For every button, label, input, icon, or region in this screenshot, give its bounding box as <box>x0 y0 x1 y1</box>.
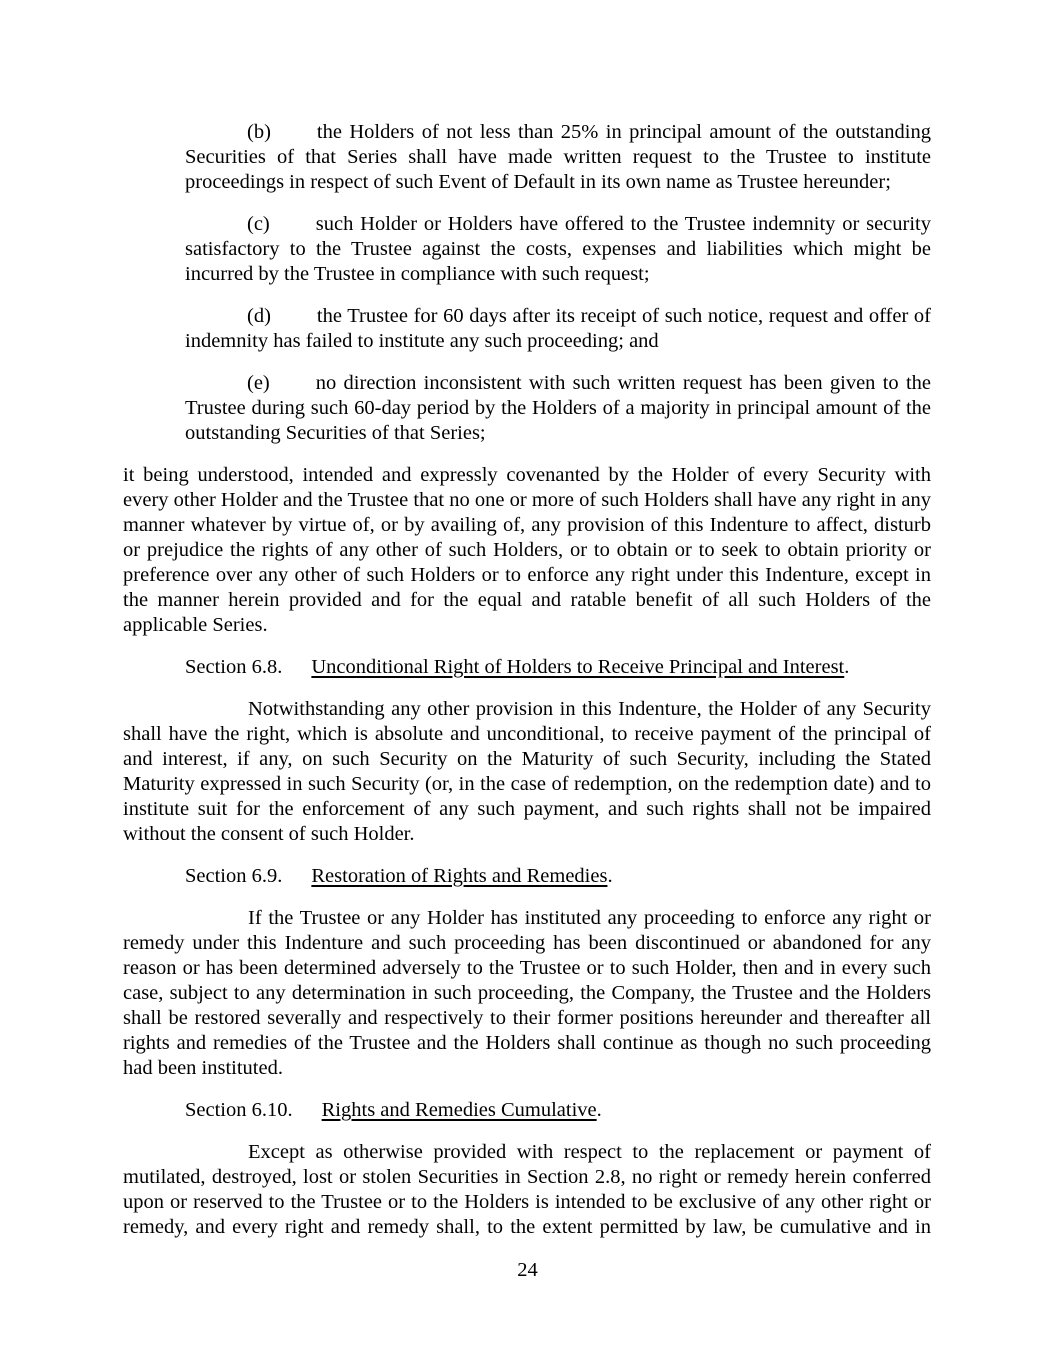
section-title-period: . <box>596 1099 602 1121</box>
section-title-6-9: Restoration of Rights and Remedies <box>311 865 608 887</box>
section-label-6-10: Section 6.10. <box>185 1099 293 1121</box>
section-title-period: . <box>607 865 613 887</box>
clause-label-d: (d) <box>247 305 271 327</box>
section-body-6-9: If the Trustee or any Holder has instituted any proceeding to enforce any right or remedy under this Indenture and such proceeding has been discontinued or abandoned for any reason or has been determined adversely to the Trustee or to such Holder, then and in every such case, subject to any determination in such proceeding, the Company, the Trustee and the Holders shall be restored severally and respectively to their former positions hereunder and thereafter all rights and remedies of the Trustee and the Holders shall continue as though no such proceeding had been instituted. <box>123 907 931 1079</box>
clause-paragraph-c <box>185 212 931 287</box>
clause-label-e: (e) <box>247 372 270 394</box>
clause-label-b: (b) <box>247 121 271 143</box>
clause-paragraph-d <box>185 304 931 354</box>
closing-paragraph: it being understood, intended and expressly covenanted by the Holder of every Security with every other Holder and the Trustee that no one or more of such Holders shall have any right in any manner whatever by virtue of, or by availing of, any provision of this Indenture to affect, disturb or prejudice the rights of any other of such Holders, or to obtain or to seek to obtain priority or preference over any other of such Holders or to enforce any right under this Indenture, except in the manner herein provided and for the equal and ratable benefit of all such Holders of the applicable Series. <box>123 464 931 636</box>
clause-text-c: such Holder or Holders have offered to the Trustee indemnity or security satisfactory to the Trustee against the costs, expenses and liabilities which might be incurred by the Trustee in compliance with such request; <box>185 213 931 285</box>
section-title-6-8: Unconditional Right of Holders to Receive Principal and Interest <box>311 656 845 678</box>
clause-paragraph-b <box>185 120 931 195</box>
clause-text-d: the Trustee for 60 days after its receipt of such notice, request and offer of indemnity has failed to institute any such proceeding; and <box>185 305 931 352</box>
clause-label-c: (c) <box>247 213 270 235</box>
section-heading-6-10 <box>185 1098 931 1123</box>
clause-text-b: the Holders of not less than 25% in principal amount of the outstanding Securities of that Series shall have made written request to the Trustee to institute proceedings in respect of such Event of Default in its own name as Trustee hereunder; <box>185 121 931 193</box>
clause-text-e: no direction inconsistent with such written request has been given to the Trustee during such 60-day period by the Holders of a majority in principal amount of the outstanding Securities of that Series; <box>185 372 931 444</box>
section-body-6-10: Except as otherwise provided with respect to the replacement or payment of mutilated, destroyed, lost or stolen Securities in Section 2.8, no right or remedy herein conferred upon or reserved to the Trustee or to the Holders is intended to be exclusive of any other right or remedy, and every right and remedy shall, to the extent permitted by law, be cumulative and in <box>123 1141 931 1238</box>
page-number: 24 <box>517 1259 538 1281</box>
section-title-period: . <box>844 656 850 678</box>
section-title-6-10: Rights and Remedies Cumulative <box>321 1099 597 1121</box>
section-label-6-9: Section 6.9. <box>185 865 283 887</box>
section-heading-6-9 <box>185 864 931 889</box>
section-body-6-8: Notwithstanding any other provision in this Indenture, the Holder of any Security shall have the right, which is absolute and unconditional, to receive payment of the principal of and interest, if any, on such Security on the Maturity of such Security, including the Stated Maturity expressed in such Security (or, in the case of redemption, on the redemption date) and to institute suit for the enforcement of any such payment, and such rights shall not be impaired without the consent of such Holder. <box>123 698 931 845</box>
clause-paragraph-e <box>185 371 931 446</box>
section-label-6-8: Section 6.8. <box>185 656 283 678</box>
section-heading-6-8 <box>185 655 931 680</box>
